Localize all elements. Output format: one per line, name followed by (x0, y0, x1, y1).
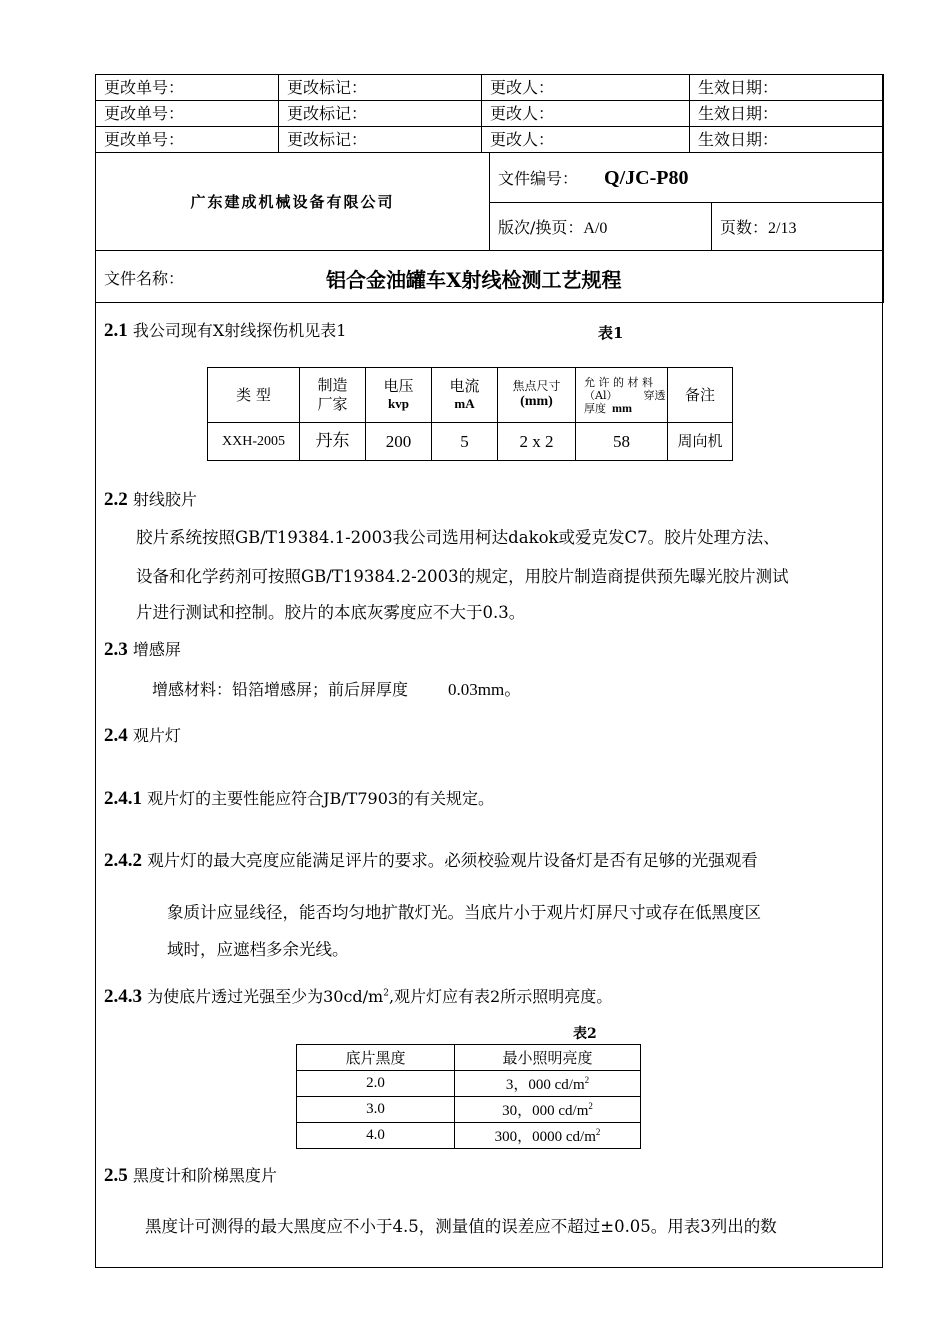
paragraph-line: 片进行测试和控制。胶片的本底灰雾度应不大于0.3。 (136, 603, 526, 622)
change-no-label: 更改单号： (96, 127, 279, 153)
header-maker: 制造厂家 (300, 368, 366, 423)
section-2-4-heading: 2.4 观片灯 (104, 725, 181, 746)
change-person-label: 更改人： (482, 75, 690, 101)
section-2-2-heading: 2.2 射线胶片 (104, 489, 197, 510)
effective-date-label: 生效日期： (690, 127, 884, 153)
file-name-cell (96, 251, 884, 303)
document-title: 铝合金油罐车X射线检测工艺规程 (326, 268, 622, 292)
section-2-4-2: 2.4.2 观片灯的最大亮度应能满足评片的要求。必须校验观片设备灯是否有足够的光强观看 (104, 850, 758, 871)
change-person-label: 更改人： (482, 101, 690, 127)
cell-voltage: 200 (366, 423, 432, 461)
cell-luminance: 300，0000 $cd/m^2$ (455, 1123, 641, 1149)
header-focus-size: 焦点尺寸 (mm) (498, 368, 576, 423)
effective-date-label: 生效日期： (690, 75, 884, 101)
header-note: 备注 (668, 368, 733, 423)
cell-luminance: 3，000 $cd/m^2$ (455, 1071, 641, 1097)
file-number-label: 文件编号： (498, 168, 579, 188)
change-person-label: 更改人： (482, 127, 690, 153)
section-number: 2.1 (104, 320, 128, 341)
table-2-caption: 表2 (573, 1026, 597, 1042)
file-number-cell (490, 153, 884, 203)
cell-luminance: 30，000 $cd/m^2$ (455, 1097, 641, 1123)
xray-machine-table (207, 367, 733, 461)
table-header-row (208, 368, 733, 423)
header-type: 类 型 (208, 368, 300, 423)
change-mark-label: 更改标记： (279, 101, 482, 127)
section-2-4-1: 2.4.1 观片灯的主要性能应符合JB/T7903的有关规定。 (104, 788, 495, 809)
page-count-cell (712, 203, 884, 251)
change-no-label: 更改单号： (96, 101, 279, 127)
version-label: 版次/换页： (498, 218, 584, 237)
change-row (96, 101, 884, 127)
paragraph-line: 胶片系统按照GB/T19384.1-2003我公司选用柯达dakok或爱克发C7。胶片处理方法、 (136, 528, 780, 547)
table-row (297, 1123, 641, 1149)
paragraph-line: 设备和化学药剂可按照GB/T19384.2-2003的规定，用胶片制造商提供预先曝光胶片测试 (136, 567, 789, 586)
change-mark-label: 更改标记： (279, 127, 482, 153)
file-name-label: 文件名称： (104, 269, 185, 288)
change-no-label: 更改单号： (96, 75, 279, 101)
illumination-table (296, 1044, 641, 1149)
document-header (95, 74, 884, 303)
header-current: 电流 mA (432, 368, 498, 423)
cell-density: 4.0 (297, 1123, 455, 1149)
header-film-density: 底片黑度 (297, 1045, 455, 1071)
cell-note: 周向机 (668, 423, 733, 461)
cell-thickness: 58 (576, 423, 668, 461)
section-2-5-heading: 2.5 黑度计和阶梯黑度片 (104, 1165, 277, 1186)
table-1-caption: 表1 (598, 324, 624, 342)
table-row (297, 1097, 641, 1123)
paragraph-line: 域时，应遮档多余光线。 (167, 940, 349, 959)
cell-maker: 丹东 (300, 423, 366, 461)
page-count-value: 2/13 (768, 220, 797, 237)
paragraph-line: 象质计应显线径，能否均匀地扩散灯光。当底片小于观片灯屏尺寸或存在低黑度区 (167, 903, 761, 922)
table-row (208, 423, 733, 461)
cell-density: 2.0 (297, 1071, 455, 1097)
cell-current: 5 (432, 423, 498, 461)
section-2-3-heading: 2.3 增感屏 (104, 639, 181, 660)
table-header-row (297, 1045, 641, 1071)
header-penetration-thickness: 允 许 的 材 料 （Al） 穿透 厚度 mm (576, 368, 668, 423)
screen-material-line: 增感材料：铅箔增感屏；前后屏厚度 0.03mm。 (152, 680, 522, 699)
file-number: Q/JC-P80 (604, 166, 689, 189)
section-text: 我公司现有X射线探伤机见表1 (132, 321, 347, 340)
effective-date-label: 生效日期： (690, 101, 884, 127)
cell-density: 3.0 (297, 1097, 455, 1123)
company-name: 广东建成机械设备有限公司 (96, 153, 490, 251)
cell-type: XXH-2005 (208, 423, 300, 461)
header-voltage: 电压 kvp (366, 368, 432, 423)
change-mark-label: 更改标记： (279, 75, 482, 101)
cell-focus-size: 2 x 2 (498, 423, 576, 461)
paragraph-line: 黑度计可测得的最大黑度应不小于4.5，测量值的误差应不超过±0.05。用表3列出的数 (145, 1217, 777, 1236)
change-row (96, 127, 884, 153)
section-2-1-heading (104, 318, 346, 342)
change-row (96, 75, 884, 101)
version-cell (490, 203, 712, 251)
version-value: A/0 (583, 220, 608, 237)
section-2-4-3: 2.4.3 为使底片透过光强至少为$30cd/m^2$,观片灯应有表2所示照明亮度。 (104, 986, 613, 1007)
table-row (297, 1071, 641, 1097)
header-min-luminance: 最小照明亮度 (455, 1045, 641, 1071)
page-count-label: 页数： (720, 218, 769, 237)
